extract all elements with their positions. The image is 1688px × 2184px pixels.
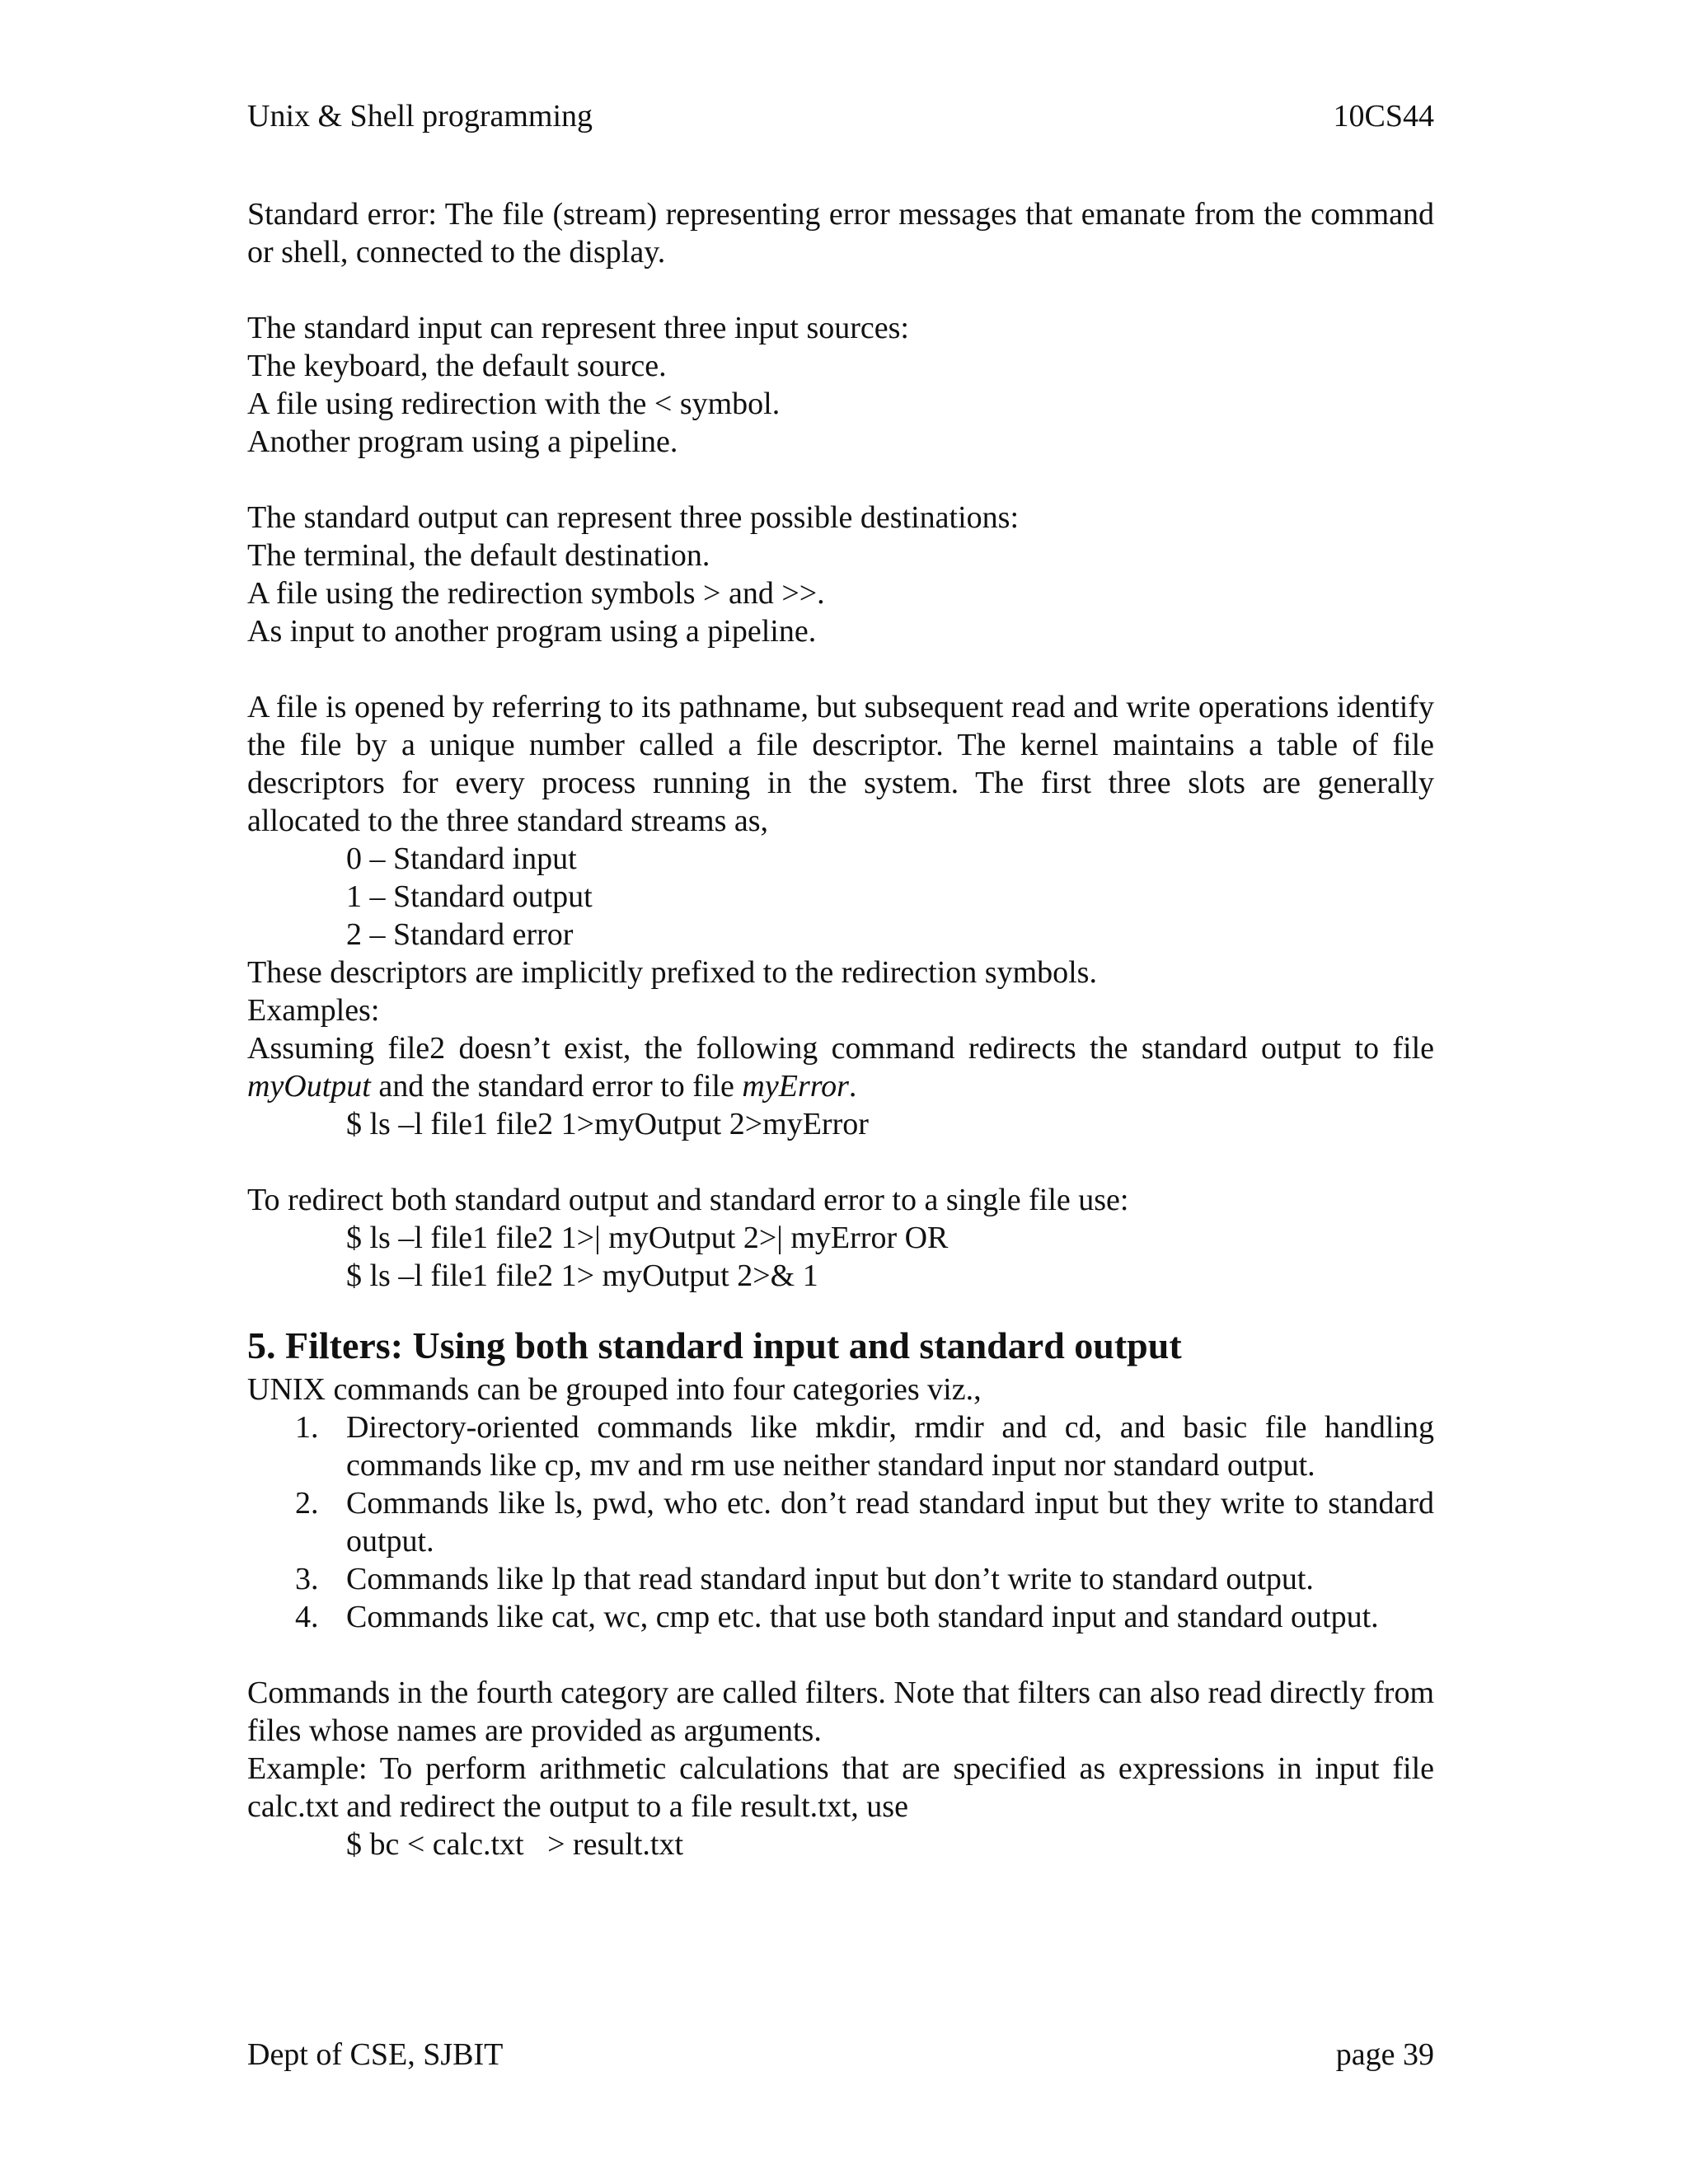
list-item: 1. Directory-oriented commands like mkdir, rmdir and cd, and basic file handling commands like cp, mv and rm use neither standard input nor standard output. bbox=[295, 1410, 1434, 1483]
list-item: 2. Commands like ls, pwd, who etc. don’t read standard input but they write to standard output. bbox=[295, 1486, 1434, 1558]
header-course-code: 10CS44 bbox=[1333, 99, 1434, 134]
paragraph-file-descriptor: A file is opened by referring to its pathname, but subsequent read and write operations identify the file by a unique number called a file descriptor. The kernel maintains a table of file descriptors for every process running in the system. The first three slots are generally allocated to the three standard streams as, bbox=[247, 690, 1434, 838]
footer-page-number: page 39 bbox=[1335, 2037, 1434, 2072]
paragraph-implicit-prefix: These descriptors are implicitly prefixed to the redirection symbols. bbox=[247, 955, 1097, 990]
stdin-item: A file using redirection with the < symbol. bbox=[247, 387, 781, 421]
page-content bbox=[247, 195, 1434, 1863]
command-line: $ ls –l file1 file2 1> myOutput 2>& 1 bbox=[346, 1258, 818, 1293]
list-item: 4. Commands like cat, wc, cmp etc. that use both standard input and standard output. bbox=[295, 1600, 1379, 1634]
command-line: $ ls –l file1 file2 1>myOutput 2>myError bbox=[346, 1107, 869, 1141]
command-line: $ ls –l file1 file2 1>| myOutput 2>| myError OR bbox=[346, 1221, 949, 1255]
stdout-item: The terminal, the default destination. bbox=[247, 538, 710, 573]
paragraph-standard-error: Standard error: The file (stream) representing error messages that emanate from the command or shell, connected to the display. bbox=[247, 197, 1434, 269]
header-title: Unix & Shell programming bbox=[247, 99, 593, 134]
filename-my-output: myOutput bbox=[247, 1069, 371, 1104]
paragraph-filters: Commands in the fourth category are called filters. Note that filters can also read directly from files whose names are provided as arguments. bbox=[247, 1675, 1434, 1748]
stdin-item: The keyboard, the default source. bbox=[247, 349, 667, 383]
page-header bbox=[247, 97, 1434, 135]
paragraph-redirect-both: To redirect both standard output and standard error to a single file use: bbox=[247, 1183, 1129, 1217]
example-redirect-paragraph: Assuming file2 doesn’t exist, the following command redirects the standard output to file myOutput and the standard error to file myError. bbox=[247, 1031, 1434, 1104]
stdin-intro: The standard input can represent three input sources: bbox=[247, 311, 909, 345]
paragraph-bc-example: Example: To perform arithmetic calculations that are specified as expressions in input file calc.txt and redirect the output to a file result.txt, use bbox=[247, 1751, 1434, 1824]
stdout-intro: The standard output can represent three possible destinations: bbox=[247, 500, 1020, 535]
stdin-item: Another program using a pipeline. bbox=[247, 424, 678, 459]
section-heading: 5. Filters: Using both standard input and standard output bbox=[247, 1324, 1182, 1366]
category-list bbox=[247, 1408, 1434, 1636]
footer-department: Dept of CSE, SJBIT bbox=[247, 2037, 504, 2072]
section-intro: UNIX commands can be grouped into four categories viz., bbox=[247, 1372, 982, 1407]
page-footer bbox=[247, 2036, 1434, 2074]
fd-item: 1 – Standard output bbox=[346, 879, 593, 914]
fd-item: 2 – Standard error bbox=[346, 917, 574, 952]
list-item: 3. Commands like lp that read standard input but don’t write to standard output. bbox=[295, 1562, 1314, 1596]
stdout-item: As input to another program using a pipeline. bbox=[247, 614, 817, 649]
fd-item: 0 – Standard input bbox=[346, 841, 577, 876]
examples-label: Examples: bbox=[247, 993, 380, 1028]
filename-my-error: myError bbox=[742, 1069, 849, 1104]
command-line: $ bc < calc.txt > result.txt bbox=[346, 1827, 684, 1862]
stdout-item: A file using the redirection symbols > and >>. bbox=[247, 576, 825, 611]
